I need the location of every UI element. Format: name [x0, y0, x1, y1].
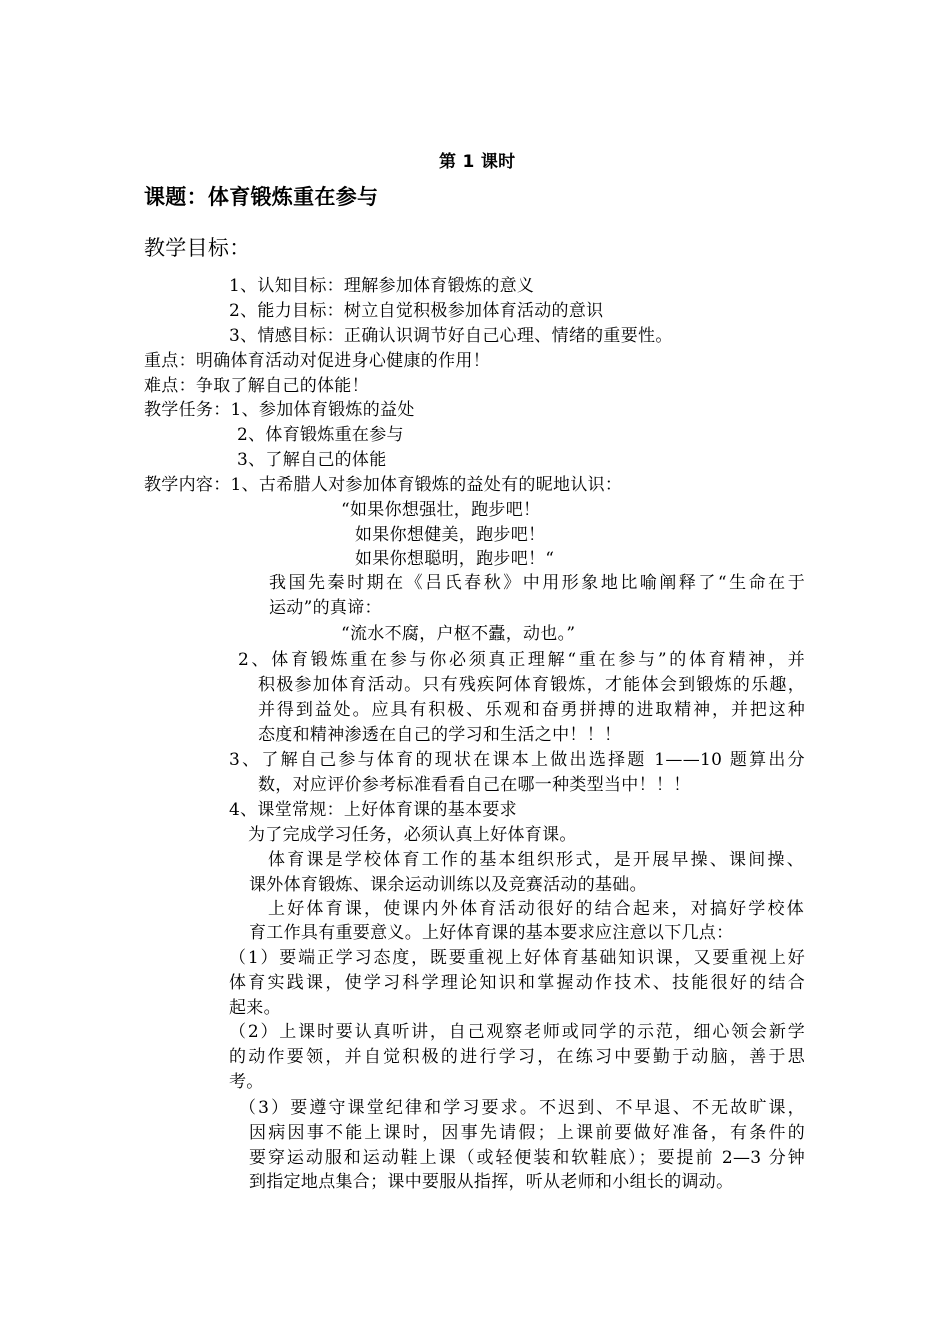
qin-line: 运动”的真谛： — [269, 598, 382, 618]
task-item: 教学任务：1、参加体育锻炼的益处 — [144, 400, 415, 420]
objective-item: 3、情感目标：正确认识调节好自己心理、情绪的重要性。 — [229, 326, 673, 346]
objectives-heading: 教学目标： — [144, 236, 251, 260]
requirement-3: 因病因事不能上课时，因事先请假；上课前要做好准备，有条件的 — [249, 1123, 805, 1143]
content-item-3: 数，对应评价参考标准看看自己在哪一种类型当中！！！ — [258, 775, 691, 795]
key-point: 重点：明确体育活动对促进身心健康的作用！ — [144, 351, 490, 371]
requirement-3: （3）要遵守课堂纪律和学习要求。不迟到、不早退、不无故旷课， — [239, 1098, 805, 1118]
lesson-topic: 课题：体育锻炼重在参与 — [144, 185, 379, 209]
content-item-4-intro: 为了完成学习任务，必须认真上好体育课。 — [248, 825, 577, 845]
lesson-number: 第 1 课时 — [439, 152, 516, 172]
content-item-2: 并得到益处。应具有积极、乐观和奋勇拼搏的进取精神，并把这种 — [258, 700, 805, 720]
content-item-2: 2、体育锻炼重在参与你必须真正理解“重在参与”的体育精神，并 — [238, 650, 805, 670]
quote-line: 如果你想健美，跑步吧！ — [355, 525, 546, 545]
task-item: 2、体育锻炼重在参与 — [237, 425, 404, 445]
objective-item: 1、认知目标：理解参加体育锻炼的意义 — [229, 276, 535, 296]
requirement-1: 起来。 — [229, 998, 281, 1018]
requirement-1: 体育实践课，使学习科学理论知识和掌握动作技术、技能很好的结合 — [229, 973, 805, 993]
requirement-3: 到指定地点集合；课中要服从指挥，听从老师和小组长的调动。 — [249, 1172, 734, 1192]
good-pe-paragraph: 上好体育课，使课内外体育活动很好的结合起来，对搞好学校体 — [268, 899, 804, 919]
difficulty: 难点：争取了解自己的体能！ — [144, 376, 369, 396]
quote-line: 如果你想聪明，跑步吧！“ — [355, 549, 555, 569]
content-item-2: 态度和精神渗透在自己的学习和生活之中！！！ — [258, 725, 622, 745]
good-pe-paragraph: 育工作具有重要意义。上好体育课的基本要求应注意以下几点： — [249, 923, 734, 943]
quote-line: “如果你想强壮，跑步吧！ — [341, 500, 541, 520]
requirement-2: 考。 — [229, 1072, 264, 1092]
task-item: 3、了解自己的体能 — [237, 450, 387, 470]
requirement-1: （1）要端正学习态度，既要重视上好体育基础知识课，又要重视上好 — [229, 948, 805, 968]
objective-item: 2、能力目标：树立自觉积极参加体育活动的意识 — [229, 301, 604, 321]
pe-paragraph: 课外体育锻炼、课余运动训练以及竞赛活动的基础。 — [249, 875, 647, 895]
requirement-3: 要穿运动服和运动鞋上课（或轻便装和软鞋底）；要提前 2—3 分钟 — [249, 1148, 805, 1168]
content-item-4-heading: 4、课堂常规：上好体育课的基本要求 — [229, 800, 517, 820]
content-item-1: 教学内容：1、古希腊人对参加体育锻炼的益处有的昵地认识： — [144, 475, 623, 495]
content-item-3: 3、了解自己参与体育的现状在课本上做出选择题 1——10 题算出分 — [229, 750, 805, 770]
pe-paragraph: 体育课是学校体育工作的基本组织形式，是开展早操、课间操、 — [268, 850, 804, 870]
qin-line: 我国先秦时期在《吕氏春秋》中用形象地比喻阐释了“生命在于 — [269, 573, 805, 593]
requirement-2: （2）上课时要认真听讲，自己观察老师或同学的示范，细心领会新学 — [229, 1022, 805, 1042]
content-item-2: 积极参加体育活动。只有残疾阿体育锻炼，才能体会到锻炼的乐趣， — [258, 675, 805, 695]
proverb: “流水不腐，户枢不蠹，动也。” — [341, 624, 576, 644]
requirement-2: 的动作要领，并自觉积极的进行学习，在练习中要勤于动脑，善于思 — [229, 1047, 805, 1067]
